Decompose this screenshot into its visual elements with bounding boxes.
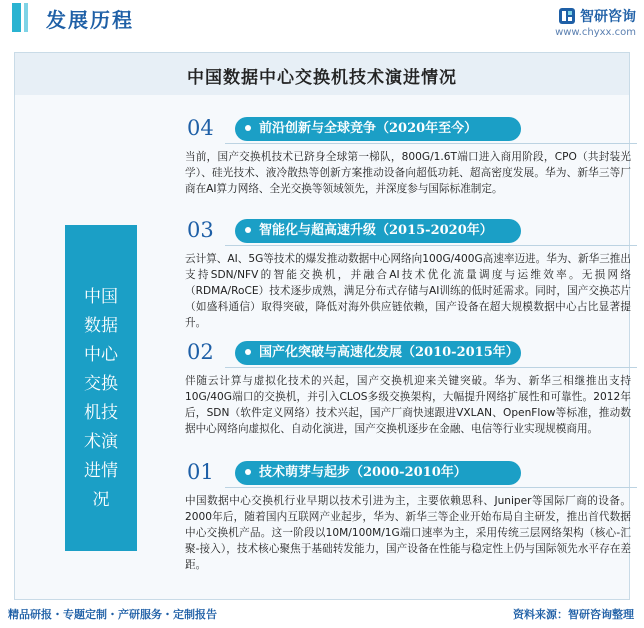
header-ghost-text: Development status — [108, 14, 331, 35]
vertical-label-line: 交换 — [84, 374, 118, 394]
section-body: 云计算、AI、5G等技术的爆发推动数据中心网络向100G/400G高速率迈进。华为、新华三推出支持SDN/NFV的智能交换机，并融合AI技术优化流量调度与运维效率。无损网络（RDMA/RoCE）技术逐步成熟，满足分布式存储与AI训练的低时延需求。同时，国产交换芯片（如盛科通信）取得突破，降低对海外供应链依赖，国产设备在超大规模数据中心占比显著提升。 — [185, 253, 631, 329]
section-divider — [225, 367, 637, 368]
header — [0, 0, 644, 40]
section-body: 中国数据中心交换机行业早期以技术引进为主，主要依赖思科、Juniper等国际厂商的设备。2000年后，随着国内互联网产业起步，华为、新华三等企业开始布局自主研发，推出首代数据中心交换机产品。这一阶段以10M/100M/1G端口速率为主，采用传统三层网络架构（核心-汇聚-接入），技术核心聚焦于基础转发能力，国产设备在性能与稳定性上仍与国际领先水平存在差距。 — [185, 495, 631, 571]
vertical-label-band — [65, 225, 137, 551]
timeline-section-04 — [185, 113, 637, 197]
vertical-label-line: 进情 — [84, 461, 118, 481]
section-title: 前沿创新与全球竞争（2020年至今） — [259, 121, 478, 136]
section-number: 01 — [187, 460, 214, 484]
section-body: 伴随云计算与虚拟化技术的兴起，国产交换机迎来关键突破。华为、新华三相继推出支持10G/40G端口的交换机，并引入CLOS多级交换架构，大幅提升网络扩展性和可靠性。2012年后，SDN（软件定义网络）技术兴起，国产厂商快速跟进VXLAN、OpenFlow等标准，推动数据中心网络向虚拟化、自动化演进，国产交换机逐步在金融、电信等行业实现规模商用。 — [185, 375, 631, 435]
page-title: 中国数据中心交换机技术演进情况 — [187, 68, 457, 88]
vertical-label — [65, 283, 137, 515]
section-header — [185, 457, 637, 489]
section-title: 技术萌芽与起步（2000-2010年） — [259, 465, 467, 480]
bullet-dot-icon — [245, 125, 251, 131]
vertical-label-line: 中国 — [84, 287, 118, 307]
section-title: 智能化与超高速升级（2015-2020年） — [259, 223, 493, 238]
section-divider — [225, 245, 637, 246]
section-title-pill — [235, 117, 521, 141]
section-number: 04 — [187, 116, 214, 140]
main-frame — [14, 52, 630, 600]
section-title: 国产化突破与高速化发展（2010-2015年） — [259, 345, 519, 360]
section-header — [185, 113, 637, 145]
section-divider — [225, 143, 637, 144]
vertical-label-line: 机技 — [84, 403, 118, 423]
section-number: 03 — [187, 218, 214, 242]
header-accent-bar — [12, 3, 21, 32]
header-accent-bar-light — [24, 3, 28, 32]
bullet-dot-icon — [245, 469, 251, 475]
section-title-pill — [235, 219, 521, 243]
bullet-dot-icon — [245, 349, 251, 355]
timeline-section-03 — [185, 215, 637, 331]
brand — [555, 6, 636, 38]
footer-services: 精品研报・专题定制・产研服务・定制报告 — [8, 608, 217, 621]
section-body: 当前，国产交换机技术已跻身全球第一梯队，800G/1.6T端口进入商用阶段，CPO（共封装光学）、硅光技术、液冷散热等创新方案推动设备向超低功耗、超高密度发展。华为、新华三等厂商在AI算力网络、全光交换等领域领先，并深度参与国际标准制定。 — [185, 151, 631, 195]
vertical-label-line: 况 — [92, 490, 110, 510]
timeline-section-01 — [185, 457, 637, 573]
brand-url: www.chyxx.com — [555, 27, 636, 38]
section-title-pill — [235, 341, 521, 365]
section-divider — [225, 487, 637, 488]
title-band — [15, 53, 629, 95]
footer — [0, 602, 644, 628]
timeline-section-02 — [185, 337, 637, 437]
section-header — [185, 337, 637, 369]
brand-logo-icon — [558, 7, 576, 25]
vertical-label-line: 中心 — [84, 345, 118, 365]
section-title-pill — [235, 461, 521, 485]
header-title: 发展历程 — [46, 8, 134, 32]
brand-name: 智研咨询 — [580, 9, 636, 25]
section-number: 02 — [187, 340, 214, 364]
vertical-label-line: 术演 — [84, 432, 118, 452]
vertical-label-line: 数据 — [84, 316, 118, 336]
bullet-dot-icon — [245, 227, 251, 233]
footer-source: 资料来源：智研咨询整理 — [513, 608, 634, 621]
section-header — [185, 215, 637, 247]
